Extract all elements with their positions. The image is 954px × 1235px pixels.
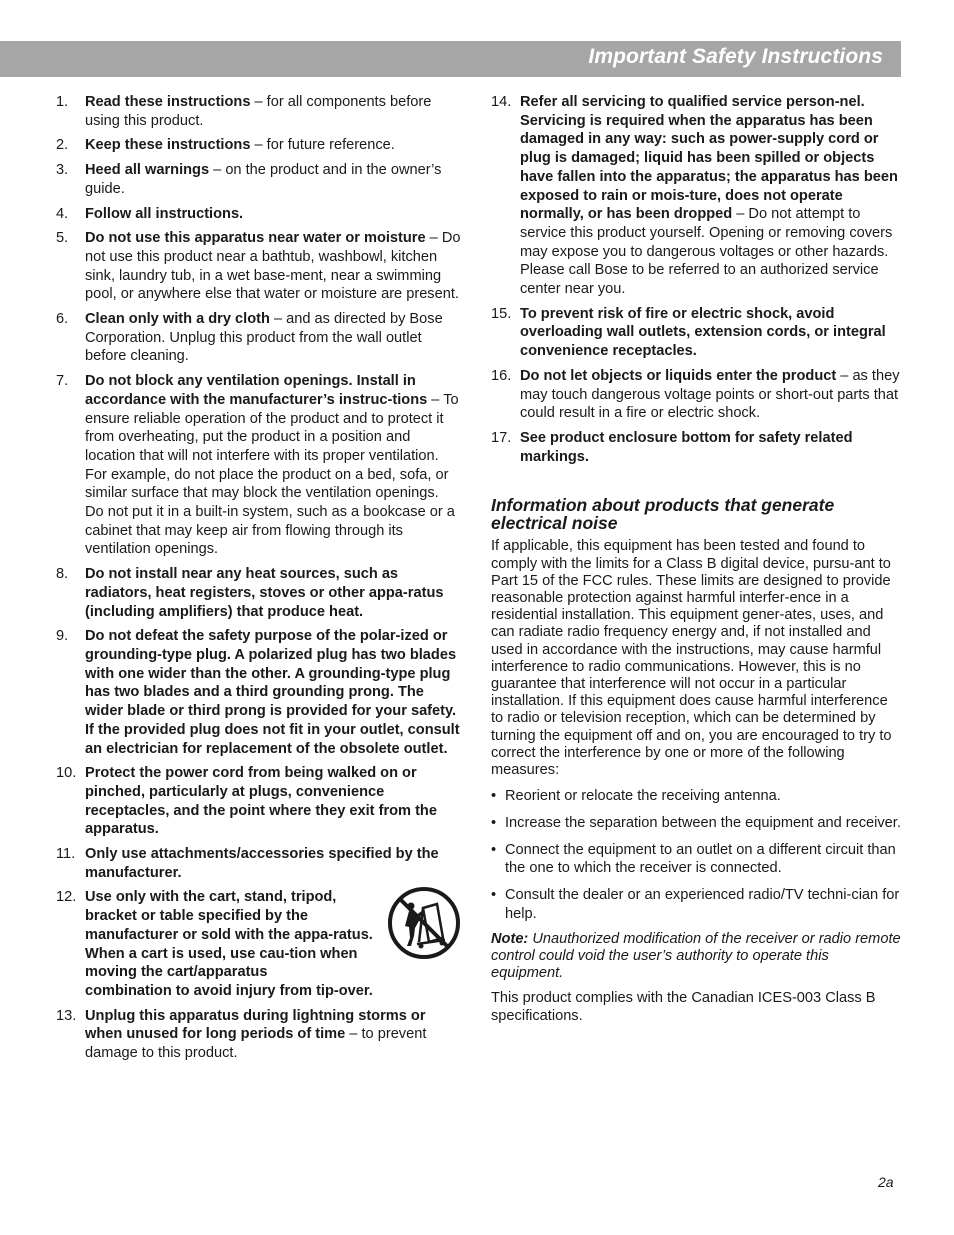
bullet-text: Connect the equipment to an outlet on a different circuit than the one to which the receiver is connected. [505, 841, 896, 877]
item-number: 3. [56, 162, 69, 179]
item-number: 7. [56, 373, 69, 390]
item-bold-text: Only use attachments/accessories specified by the manufacturer. [85, 846, 439, 881]
item-number: 12. [56, 889, 77, 906]
item-number: 2. [56, 137, 69, 154]
item-text: – and as directed by Bose Corporation. Unplug this product from the wall outlet before cleaning. [85, 311, 443, 365]
bullet-dot: • [491, 887, 497, 904]
measures-list [491, 787, 901, 923]
item-12-bold-text-b: combination to avoid injury from tip-over. [85, 982, 373, 999]
item-bold-text: Do not block any ventilation openings. Install in accordance with the manufacturer’s instruc-tions [85, 373, 428, 408]
right-column [491, 93, 901, 1033]
item-bold-text: Do not let objects or liquids enter the product [520, 367, 837, 384]
note-label: Note: [491, 931, 529, 948]
item-text: – To ensure reliable operation of the product and to protect it from overheating, put the product in a position and location that will not interfere with its proper ventilation. For example, do not place the product on a bed, sofa, or similar surface that may block the ventilation openings. Do not put it in a built-in system, such as a bookcase or a cabinet that may keep air from flowing through its ventilation openings. [85, 391, 459, 558]
instruction-item [56, 229, 461, 304]
instruction-item [56, 205, 461, 224]
note-text: Unauthorized modification of the receiver or radio remote control could void the user’s authority to operate this equipment. [491, 931, 901, 982]
instruction-item [56, 136, 461, 155]
item-bold-text: Unplug this apparatus during lightning storms or when unused for long periods of time [85, 1007, 426, 1043]
item-text: – on the product and in the owner’s guide. [85, 162, 442, 197]
instruction-item [56, 93, 461, 130]
item-bold-text: Heed all warnings [85, 162, 210, 179]
instruction-item-13 [56, 1007, 461, 1063]
item-number: 17. [491, 429, 512, 446]
instruction-item-12 [56, 888, 461, 1000]
bullet-item [491, 814, 901, 833]
bullet-dot: • [491, 814, 497, 831]
item-number: 4. [56, 205, 69, 222]
item-bold-text: To prevent risk of fire or electric shock, avoid overloading wall outlets, extension cords, or integral convenience receptacles. [520, 305, 886, 360]
item-number: 14. [491, 94, 512, 110]
item-bold-text: Do not install near any heat sources, such as radiators, heat registers, stoves or other appa-ratus (including amplifiers) that produce heat. [85, 566, 444, 620]
item-text: – Do not attempt to service this product yourself. Opening or removing covers may expose you to dangerous voltages or other hazards. Please call Bose to be referred to an authorized service center near you. [520, 206, 893, 298]
item-number: 10. [56, 765, 77, 782]
bullet-item [491, 787, 901, 806]
page-header-bar [0, 41, 901, 77]
item-number: 8. [56, 566, 69, 583]
item-12-bold-text-a: Use only with the cart, stand, tripod, bracket or table specified by the manufacturer or sold with the appa-ratus. When a cart is used, use cau-tion when moving the cart/apparatus [85, 889, 373, 981]
instruction-item [56, 764, 461, 839]
item-number: 11. [56, 846, 76, 863]
instruction-item [56, 161, 461, 198]
bullet-item [491, 841, 901, 878]
item-bold-text: See product enclosure bottom for safety related markings. [520, 429, 853, 465]
item-number: 16. [491, 367, 512, 384]
item-number: 9. [56, 628, 69, 645]
fcc-paragraph: If applicable, this equipment has been tested and found to comply with the limits for a Class B digital device, pursu-ant to Part 15 of the FCC rules. These limits are designed to provide reasonable protection against harmful interfer-ence in a residential installation. This equipment gener-ates, uses, and can radiate radio frequency energy and, if not installed and used in accordance with the instructions, may cause harmful interference to radio communications. However, this is no guarantee that interference will not occur in a particular installation. If this equipment does cause harmful interference to radio or television reception, which can be determined by turning the equipment off and on, you are encouraged to try to correct the interference by one or more of the following measures: [491, 538, 892, 778]
bullet-dot: • [491, 788, 497, 805]
note-paragraph [491, 931, 901, 982]
bullet-item [491, 886, 901, 923]
instruction-item [491, 93, 901, 299]
instruction-item [56, 627, 461, 758]
item-bold-text: Read these instructions [85, 94, 251, 110]
bullet-text: Consult the dealer or an experienced radio/TV techni-cian for help. [505, 887, 900, 922]
item-bold-text: Clean only with a dry cloth [85, 311, 270, 328]
instruction-item [491, 367, 901, 423]
instruction-item [56, 565, 461, 621]
item-text: – for all components before using this product. [85, 94, 432, 129]
item-text: – to prevent damage to this product. [85, 1026, 427, 1062]
bullet-text: Reorient or relocate the receiving antenna. [505, 788, 781, 805]
bullet-dot: • [491, 841, 497, 858]
canada-compliance-text: This product complies with the Canadian ICES-003 Class B specifications. [491, 990, 876, 1024]
item-bold-text: Keep these instructions [85, 137, 251, 154]
item-bold-text: Do not defeat the safety purpose of the polar-ized or grounding-type plug. A polarized plug has two blades with one wider than the other. A grounding-type plug has two blades and a third grounding prong. The wider blade or third prong is provided for your safety. If the provided plug does not fit in your outlet, consult an electrician for replacement of the obsolete outlet. [85, 628, 460, 757]
noise-section-heading: Information about products that generate electrical noise [491, 495, 835, 534]
instruction-list-right [491, 93, 901, 466]
item-number: 15. [491, 305, 512, 322]
item-number: 1. [56, 94, 69, 110]
item-number: 6. [56, 311, 69, 328]
item-number: 5. [56, 230, 69, 247]
page-number: 2a [878, 1174, 894, 1190]
instruction-item [491, 429, 901, 466]
instruction-item [491, 305, 901, 361]
item-bold-text: Refer all servicing to qualified service person-nel. Servicing is required when the apparatus has been damaged in any way: such as power-supply cord or plug is damaged; liquid has been spilled or objects have fallen into the apparatus; the apparatus has been exposed to rain or mois-ture, does not operate normally, or has been dropped [520, 94, 898, 223]
left-column [56, 93, 461, 1069]
instruction-list-left [56, 93, 461, 882]
item-text: – for future reference. [250, 137, 395, 154]
page-title: Important Safety Instructions [588, 45, 883, 68]
instruction-item [56, 372, 461, 559]
item-number: 13. [56, 1007, 77, 1024]
item-bold-text: Follow all instructions. [85, 205, 244, 222]
item-bold-text: Protect the power cord from being walked on or pinched, particularly at plugs, convenience receptacles, and the point where they exit from the apparatus. [85, 765, 437, 838]
item-text: – as they may touch dangerous voltage points or short-out parts that could result in a fire or electric shock. [520, 367, 900, 422]
cart-tip-over-warning-icon [387, 886, 461, 960]
instruction-item [56, 845, 461, 882]
item-text: – Do not use this product near a bathtub, washbowl, kitchen sink, laundry tub, in a wet base-ment, near a swimming pool, or anywhere else that water or moisture are present. [85, 230, 461, 303]
item-bold-text: Do not use this apparatus near water or moisture [85, 230, 426, 247]
instruction-item [56, 310, 461, 366]
bullet-text: Increase the separation between the equipment and receiver. [505, 814, 901, 831]
